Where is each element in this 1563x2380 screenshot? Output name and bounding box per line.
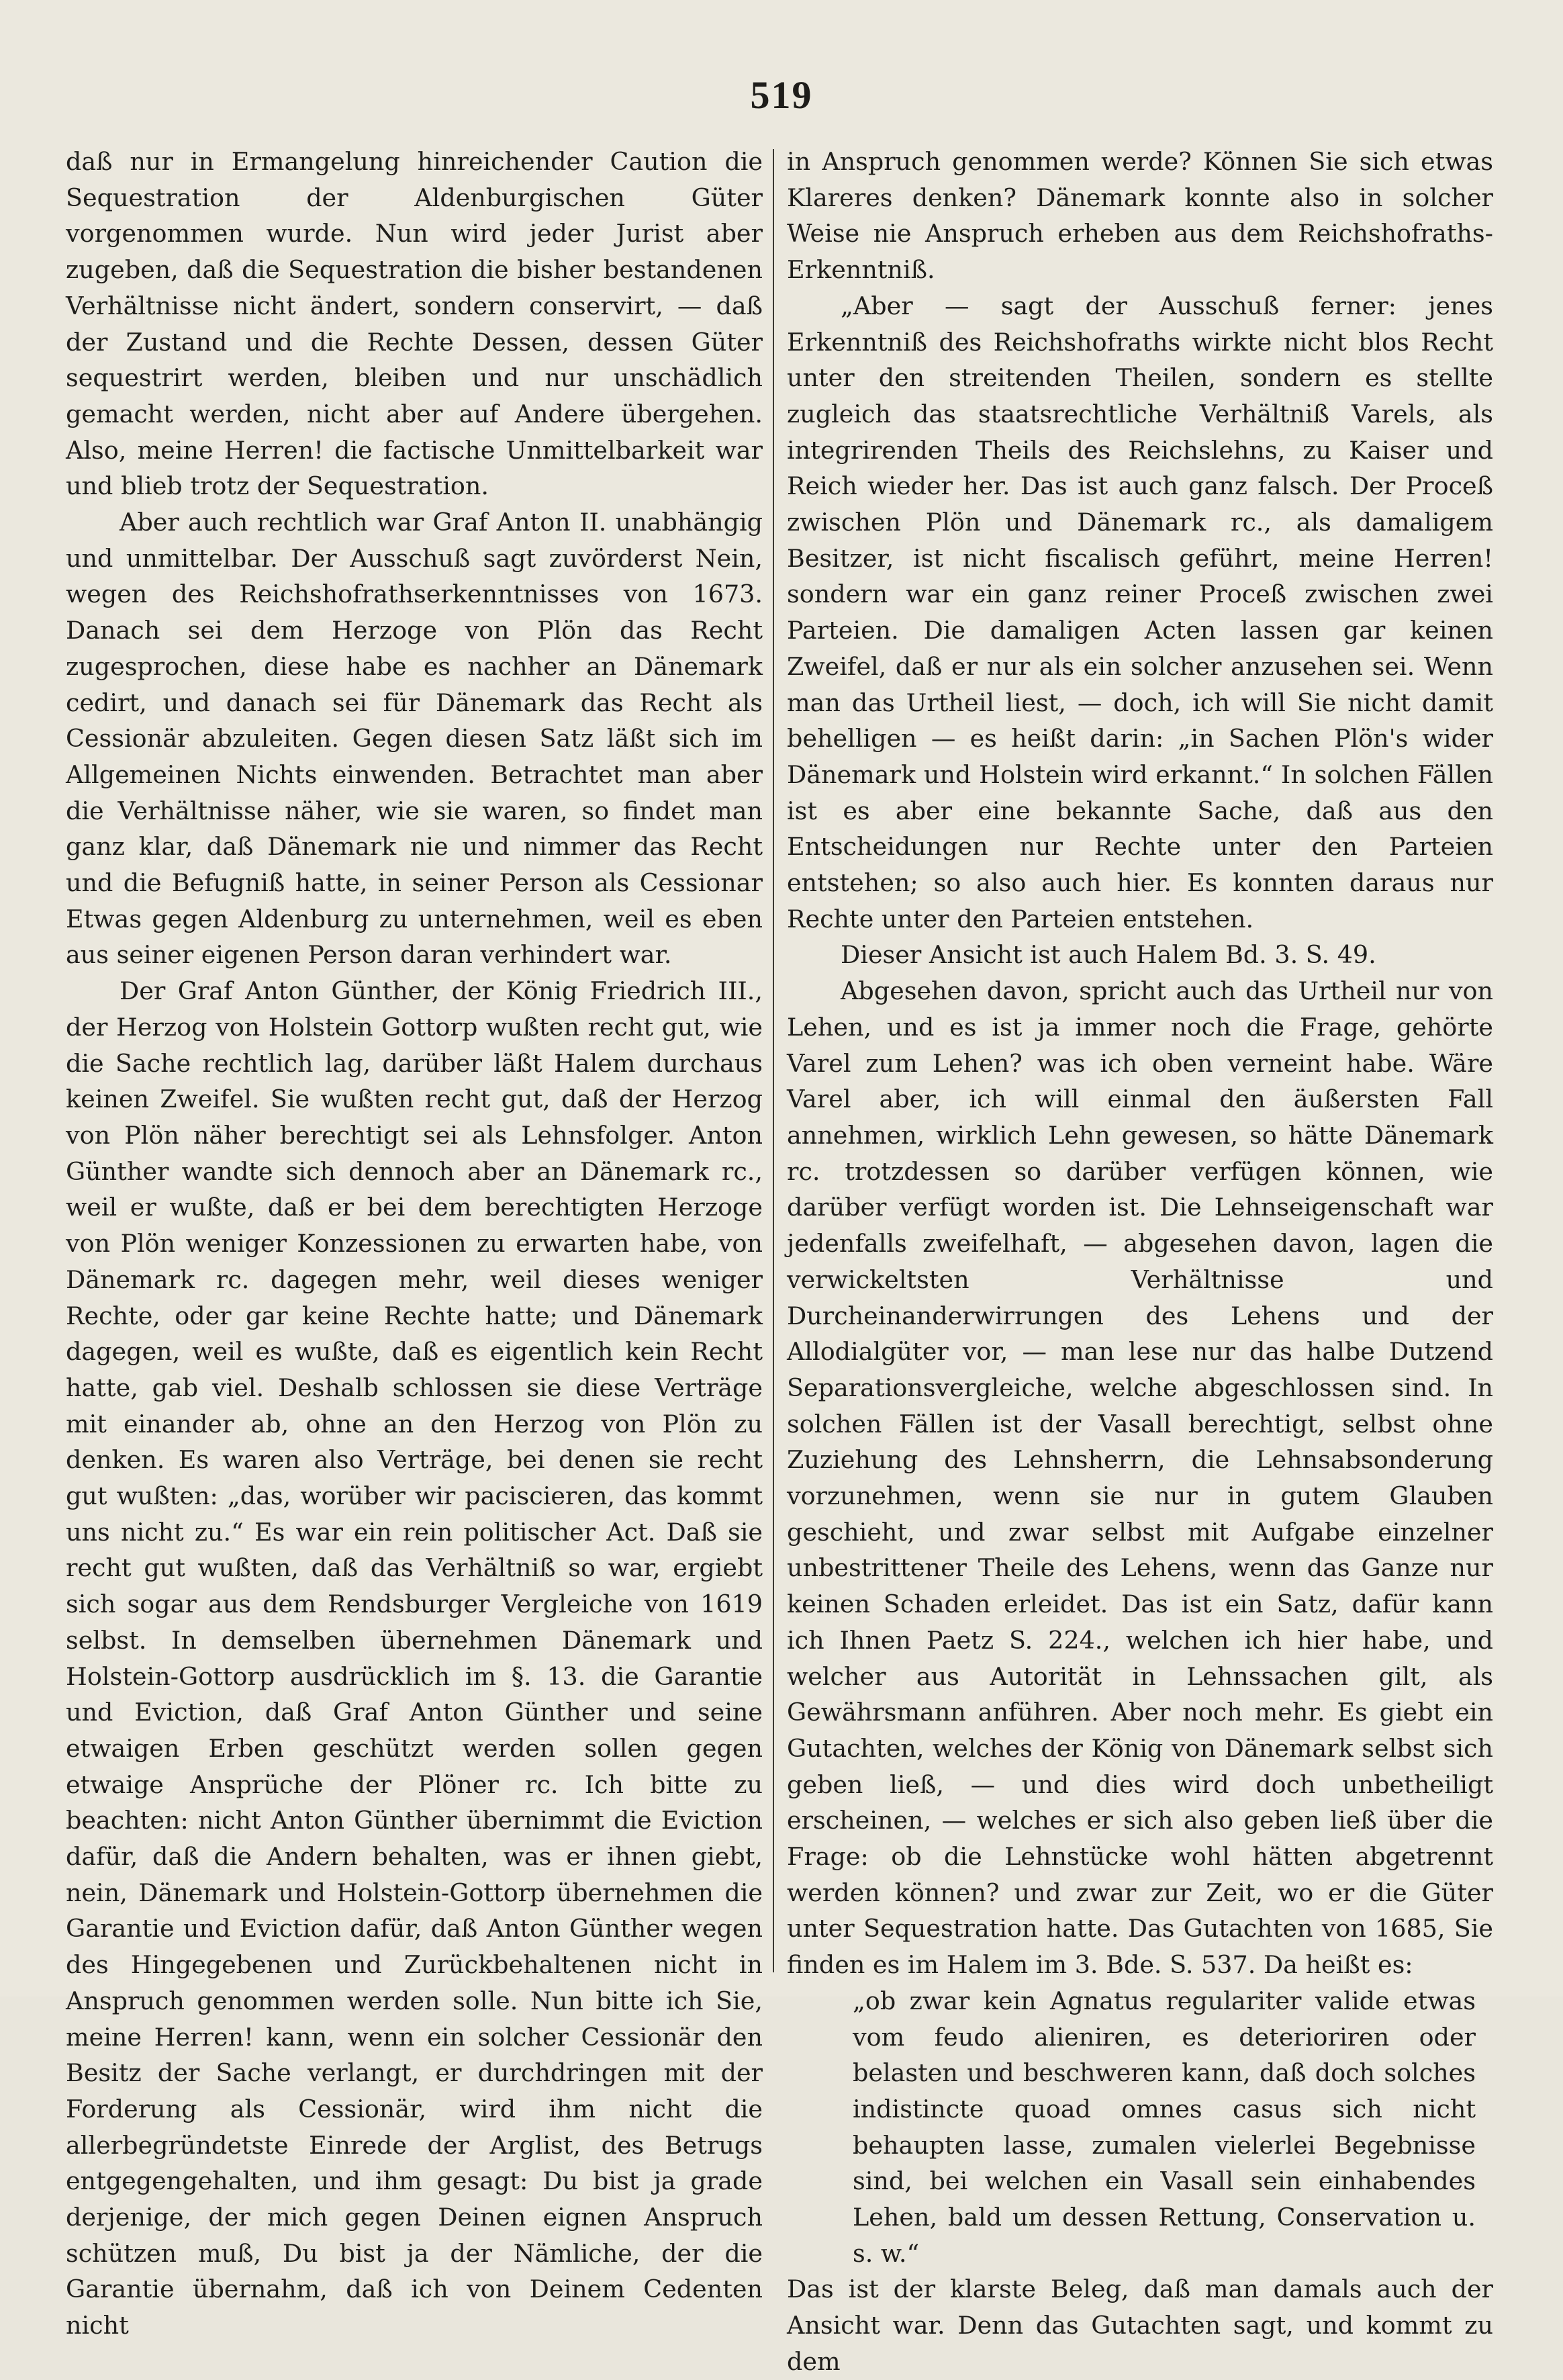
paragraph: Der Graf Anton Günther, der König Friedrich III., der Herzog von Holstein Gottorp wußten recht gut, wie die Sache rechtlich lag, darüber läßt Halem durchaus keinen Zweifel. Sie wußten recht gut, daß der Herzog von Plön näher berechtigt sei als Lehnsfolger. Anton Günther wandte sich dennoch aber an Dänemark rc., weil er wußte, daß er bei dem berechtigten Herzoge von Plön weniger Konzessionen zu erwarten habe, von Dänemark rc. dagegen mehr, weil dieses weniger Rechte, oder gar keine Rechte hatte; und Dänemark dagegen, weil es wußte, daß es eigentlich kein Recht hatte, gab viel. Deshalb schlossen sie diese Verträge mit einander ab, ohne an den Herzog von Plön zu denken. Es waren also Verträge, bei denen sie recht gut wußten: „das, worüber wir paciscieren, das kommt uns nicht zu.“ Es war ein rein politischer Act. Daß sie recht gut wußten, daß das Verhältniß so war, ergiebt sich sogar aus dem Rendsburger Vergleiche von 1619 selbst. In demselben übernehmen Dänemark und Holstein-Gottorp ausdrücklich im §. 13. die Garantie und Eviction, daß Graf Anton Günther und seine etwaigen Erben geschützt werden sollen gegen etwaige Ansprüche der Plöner rc. Ich bitte zu beachten: nicht Anton Günther übernimmt die Eviction dafür, daß die Andern behalten, was er ihnen giebt, nein, Dänemark und Holstein-Gottorp übernehmen die Garantie und Eviction dafür, daß Anton Günther wegen des Hingegebenen und Zurückbehaltenen nicht in Anspruch genommen werden solle. Nun bitte ich Sie, meine Herren! kann, wenn ein solcher Cessionär den Besitz der Sache verlangt, er durchdringen mit der Forderung als Cessionär, wird ihm nicht die allerbegründetste Einrede der Arglist, des Betrugs entgegengehalten, und ihm gesagt: Du bist ja grade derjenige, der mich gegen Deinen eignen Anspruch schützen muß, Du bist ja der Nämliche, der die Garantie übernahm, daß ich von Deinem Cedenten nicht (66, 976, 763, 2340)
column-divider (773, 149, 774, 1972)
left-column (66, 144, 763, 2344)
paragraph: Das ist der klarste Beleg, daß man damals auch der Ansicht war. Denn das Gutachten sagt, und kommt zu dem (787, 2275, 1493, 2376)
page-number: 519 (750, 73, 813, 117)
paragraph: Aber auch rechtlich war Graf Anton II. unabhängig und unmittelbar. Der Ausschuß sagt zuvörderst Nein, wegen des Reichshofrathserkenntnisses von 1673. Danach sei dem Herzoge von Plön das Recht zugesprochen, diese habe es nachher an Dänemark cedirt, und danach sei für Dänemark das Recht als Cessionär abzuleiten. Gegen diesen Satz läßt sich im Allgemeinen Nichts einwenden. Betrachtet man aber die Verhältnisse näher, wie sie waren, so findet man ganz klar, daß Dänemark nie und nimmer das Recht und die Befugniß hatte, in seiner Person als Cessionar Etwas gegen Aldenburg zu unternehmen, weil es eben aus seiner eigenen Person daran verhindert war. (66, 508, 763, 970)
right-column (787, 144, 1493, 2380)
paragraph: Dieser Ansicht ist auch Halem Bd. 3. S. 49. (841, 940, 1376, 970)
paragraph: daß nur in Ermangelung hinreichender Caution die Sequestration der Aldenburgischen Güter vorgenommen wurde. Nun wird jeder Jurist aber zugeben, daß die Sequestration die bisher bestandenen Verhältnisse nicht ändert, sondern conservirt, — daß der Zustand und die Rechte Dessen, dessen Güter sequestrirt werden, bleiben und nur unschädlich gemacht werden, nicht aber auf Andere übergehen. Also, meine Herren! die factische Unmittelbarkeit war und blieb trotz der Sequestration. (66, 147, 763, 501)
block-quote: „ob zwar kein Agnatus regulariter valide etwas vom feudo alieniren, es deterioriren oder belasten und beschweren kann, daß doch solches indistincte quoad omnes casus sich nicht behaupten lasse, zumalen vielerlei Begebnisse sind, bei welchen ein Vasall sein einhabendes Lehen, bald um dessen Rettung, Conservation u. s. w.“ (853, 1986, 1476, 2268)
paragraph: in Anspruch genommen werde? Können Sie sich etwas Klareres denken? Dänemark konnte also in solcher Weise nie Anspruch erheben aus dem Reichshofraths-Erkenntniß. (787, 147, 1493, 285)
paragraph: „Aber — sagt der Ausschuß ferner: jenes Erkenntniß des Reichshofraths wirkte nicht blos Recht unter den streitenden Theilen, sondern es stellte zugleich das staatsrechtliche Verhältniß Varels, als integrirenden Theils des Reichslehns, zu Kaiser und Reich wieder her. Das ist auch ganz falsch. Der Proceß zwischen Plön und Dänemark rc., als damaligem Besitzer, ist nicht fiscalisch geführt, meine Herren! sondern war ein ganz reiner Proceß zwischen zwei Parteien. Die damaligen Acten lassen gar keinen Zweifel, daß er nur als ein solcher anzusehen sei. Wenn man das Urtheil liest, — doch, ich will Sie nicht damit behelligen — es heißt darin: „in Sachen Plön's wider Dänemark und Holstein wird erkannt.“ In solchen Fällen ist es aber eine bekannte Sache, daß aus den Entscheidungen nur Rechte unter den Parteien entstehen; so also auch hier. Es konnten daraus nur Rechte unter den Parteien entstehen. (787, 291, 1493, 933)
paragraph: Abgesehen davon, spricht auch das Urtheil nur von Lehen, und es ist ja immer noch die Frage, gehörte Varel zum Lehen? was ich oben verneint habe. Wäre Varel aber, ich will einmal den äußersten Fall annehmen, wirklich Lehn gewesen, so hätte Dänemark rc. trotzdessen so darüber verfügen können, wie darüber verfügt worden ist. Die Lehnseigenschaft war jedenfalls zweifelhaft, — abgesehen davon, lagen die verwickeltsten Verhältnisse und Durcheinanderwirrungen des Lehens und der Allodialgüter vor, — man lese nur das halbe Dutzend Separationsvergleiche, welche abgeschlossen sind. In solchen Fällen ist der Vasall berechtigt, selbst ohne Zuziehung des Lehnsherrn, die Lehnsabsonderung vorzunehmen, wenn sie nur in gutem Glauben geschieht, und zwar selbst mit Aufgabe einzelner unbestrittener Theile des Lehens, wenn das Ganze nur keinen Schaden erleidet. Das ist ein Satz, dafür kann ich Ihnen Paetz S. 224., welchen ich hier habe, und welcher aus Autorität in Lehnssachen gilt, als Gewährsmann anführen. Aber noch mehr. Es giebt ein Gutachten, welches der König von Dänemark selbst sich geben ließ, — und dies wird doch unbetheiligt erscheinen, — welches er sich also geben ließ über die Frage: ob die Lehnstücke wohl hätten abgetrennt werden können? und zwar zur Zeit, wo er die Güter unter Sequestration hatte. Das Gutachten von 1685, Sie finden es im Halem im 3. Bde. S. 537. Da heißt es: (787, 976, 1493, 1980)
